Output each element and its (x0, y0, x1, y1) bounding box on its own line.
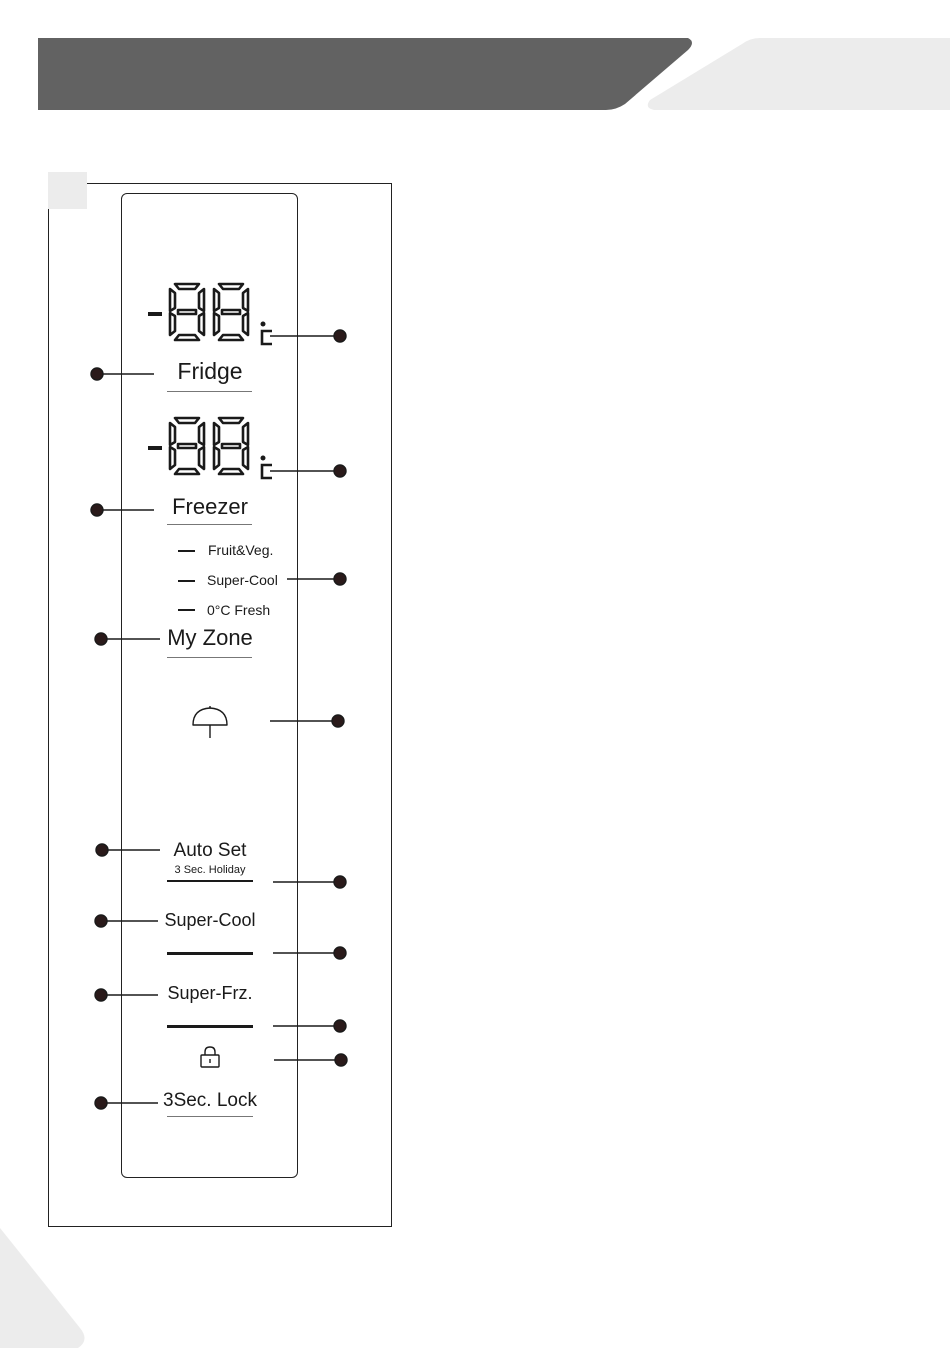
callout-dot (95, 1097, 107, 1109)
callout-dot (334, 330, 346, 342)
mode-zero-fresh: 0°C Fresh (207, 602, 271, 618)
callout-dot (335, 1054, 347, 1066)
auto-set-label[interactable]: Auto Set (173, 840, 247, 861)
callout-dot (332, 715, 344, 727)
callout-dot (334, 876, 346, 888)
freezer-label[interactable]: Freezer (172, 494, 248, 519)
callout-dot (95, 989, 107, 1001)
super-cool-label[interactable]: Super-Cool (164, 910, 256, 930)
callout-dot (91, 368, 103, 380)
fridge-label[interactable]: Fridge (177, 358, 243, 384)
callout-dot (334, 1020, 346, 1032)
callout-dot (95, 633, 107, 645)
mode-fruit-veg: Fruit&Veg. (208, 542, 274, 558)
auto-set-sublabel: 3 Sec. Holiday (174, 864, 246, 876)
callout-dot (96, 844, 108, 856)
callout-dot (334, 947, 346, 959)
callout-dot (95, 915, 107, 927)
super-frz-label[interactable]: Super-Frz. (167, 983, 253, 1003)
my-zone-label[interactable]: My Zone (167, 625, 253, 650)
callout-dot (334, 573, 346, 585)
lock-label[interactable]: 3Sec. Lock (163, 1090, 257, 1111)
callout-dot (91, 504, 103, 516)
mode-super-cool: Super-Cool (207, 572, 278, 588)
callout-dot (334, 465, 346, 477)
